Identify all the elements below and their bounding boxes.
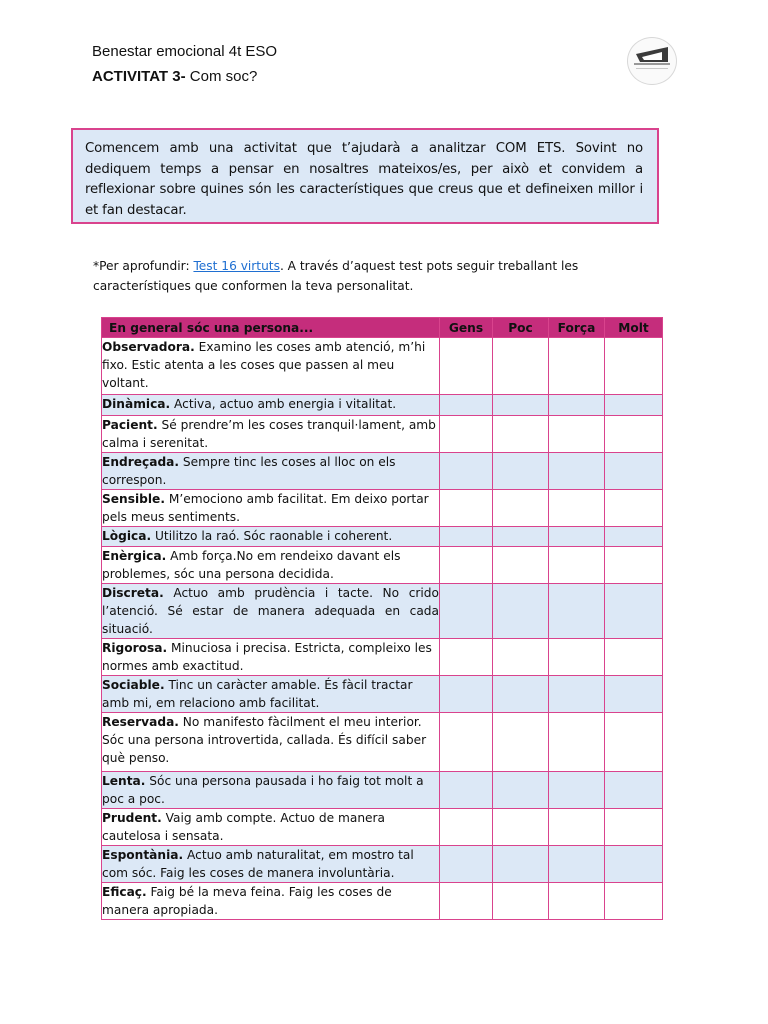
trait-name: Sociable.	[102, 678, 165, 692]
intro-text: Comencem amb una activitat que t’ajudarà a analitzar COM ETS. Sovint no dediquem temps a pensar en nosaltres mateixos/es, per això et convidem a reflexionar sobre quines són les característiques que creus que et defineixen millor i et fan destacar.	[85, 141, 643, 218]
rating-cell-molt[interactable]	[605, 338, 663, 395]
rating-cell-poc[interactable]	[493, 584, 549, 639]
rating-cell-molt[interactable]	[605, 584, 663, 639]
rating-cell-forca[interactable]	[549, 883, 605, 920]
table-row	[102, 883, 663, 920]
activity-label: ACTIVITAT 3-	[92, 68, 186, 85]
rating-cell-gens[interactable]	[440, 527, 493, 547]
trait-text: Actuo amb prudència i tacte. No crido l’atenció. Sé estar de manera adequada en cada situació.	[102, 586, 439, 636]
trait-name: Prudent.	[102, 811, 162, 825]
rating-cell-gens[interactable]	[440, 453, 493, 490]
trait-name: Lenta.	[102, 774, 146, 788]
rating-cell-poc[interactable]	[493, 676, 549, 713]
rating-cell-molt[interactable]	[605, 416, 663, 453]
trait-text: Activa, actuo amb energia i vitalitat.	[170, 397, 397, 411]
table-row	[102, 713, 663, 772]
trait-name: Pacient.	[102, 418, 158, 432]
header-forca: Força	[549, 318, 605, 338]
rating-cell-molt[interactable]	[605, 676, 663, 713]
trait-name: Dinàmica.	[102, 397, 171, 411]
trait-description	[102, 416, 440, 453]
rating-cell-forca[interactable]	[549, 809, 605, 846]
rating-cell-forca[interactable]	[549, 846, 605, 883]
trait-name: Sensible.	[102, 492, 165, 506]
activity-title: Com soc?	[185, 68, 258, 85]
rating-cell-molt[interactable]	[605, 639, 663, 676]
trait-text: Sóc una persona pausada i ho faig tot molt a poc a poc.	[102, 774, 424, 806]
table-row	[102, 416, 663, 453]
trait-text: Faig bé la meva feina. Faig les coses de manera apropiada.	[102, 885, 392, 917]
rating-cell-poc[interactable]	[493, 809, 549, 846]
rating-cell-gens[interactable]	[440, 416, 493, 453]
rating-cell-gens[interactable]	[440, 639, 493, 676]
rating-cell-gens[interactable]	[440, 883, 493, 920]
rating-cell-gens[interactable]	[440, 338, 493, 395]
trait-text: Minuciosa i precisa. Estricta, compleixo les normes amb exactitud.	[102, 641, 432, 673]
trait-description	[102, 713, 440, 772]
trait-name: Rigorosa.	[102, 641, 168, 655]
school-logo-icon	[627, 37, 677, 85]
trait-text: Sempre tinc les coses al lloc on els correspon.	[102, 455, 396, 487]
rating-cell-gens[interactable]	[440, 809, 493, 846]
table-row	[102, 584, 663, 639]
trait-text: No manifesto fàcilment el meu interior. Sóc una persona introvertida, callada. És difícil saber què penso.	[102, 715, 427, 765]
trait-description	[102, 395, 440, 416]
rating-cell-gens[interactable]	[440, 846, 493, 883]
rating-cell-molt[interactable]	[605, 772, 663, 809]
trait-name: Endreçada.	[102, 455, 180, 469]
trait-text: Amb força.No em rendeixo davant els problemes, sóc una persona decidida.	[102, 549, 401, 581]
deepen-paragraph	[93, 256, 653, 296]
trait-description	[102, 490, 440, 527]
table-header-row	[102, 318, 663, 338]
header-gens: Gens	[440, 318, 493, 338]
rating-cell-poc[interactable]	[493, 639, 549, 676]
test-16-virtuts-link[interactable]: Test 16 virtuts	[193, 259, 280, 273]
rating-cell-forca[interactable]	[549, 453, 605, 490]
trait-description	[102, 547, 440, 584]
rating-cell-gens[interactable]	[440, 547, 493, 584]
trait-description	[102, 772, 440, 809]
rating-cell-forca[interactable]	[549, 395, 605, 416]
rating-cell-gens[interactable]	[440, 395, 493, 416]
subject-heading: Benestar emocional 4t ESO	[92, 43, 278, 60]
trait-description	[102, 584, 440, 639]
trait-name: Reservada.	[102, 715, 179, 729]
table-row	[102, 453, 663, 490]
rating-cell-molt[interactable]	[605, 490, 663, 527]
rating-cell-forca[interactable]	[549, 676, 605, 713]
deepen-prefix: *Per aprofundir:	[93, 259, 194, 273]
rating-cell-poc[interactable]	[493, 846, 549, 883]
rating-cell-molt[interactable]	[605, 809, 663, 846]
deepen-suffix: . A través d’aquest test pots seguir treballant les característiques que conformen la teva personalitat.	[93, 259, 579, 293]
table-row	[102, 547, 663, 584]
trait-name: Enèrgica.	[102, 549, 167, 563]
rating-cell-gens[interactable]	[440, 676, 493, 713]
rating-cell-poc[interactable]	[493, 772, 549, 809]
trait-description	[102, 639, 440, 676]
rating-cell-poc[interactable]	[493, 395, 549, 416]
header-persona: En general sóc una persona...	[102, 318, 440, 338]
rating-cell-molt[interactable]	[605, 713, 663, 772]
traits-table	[101, 317, 663, 920]
trait-name: Espontània.	[102, 848, 184, 862]
rating-cell-poc[interactable]	[493, 453, 549, 490]
trait-description	[102, 809, 440, 846]
trait-text: Actuo amb naturalitat, em mostro tal com sóc. Faig les coses de manera involuntària.	[102, 848, 414, 880]
rating-cell-molt[interactable]	[605, 395, 663, 416]
trait-description	[102, 846, 440, 883]
rating-cell-forca[interactable]	[549, 713, 605, 772]
trait-text: Examino les coses amb atenció, m’hi fixo. Estic atenta a les coses que passen al meu voltant.	[102, 340, 426, 390]
header-molt: Molt	[605, 318, 663, 338]
rating-cell-gens[interactable]	[440, 772, 493, 809]
rating-cell-forca[interactable]	[549, 527, 605, 547]
trait-text: Sé prendre’m les coses tranquil·lament, amb calma i serenitat.	[102, 418, 436, 450]
rating-cell-forca[interactable]	[549, 490, 605, 527]
rating-cell-molt[interactable]	[605, 846, 663, 883]
rating-cell-forca[interactable]	[549, 584, 605, 639]
trait-description	[102, 883, 440, 920]
rating-cell-forca[interactable]	[549, 639, 605, 676]
trait-text: Tinc un caràcter amable. És fàcil tractar amb mi, em relaciono amb facilitat.	[102, 678, 413, 710]
rating-cell-molt[interactable]	[605, 883, 663, 920]
trait-text: M’emociono amb facilitat. Em deixo portar pels meus sentiments.	[102, 492, 429, 524]
trait-description	[102, 527, 440, 547]
rating-cell-gens[interactable]	[440, 713, 493, 772]
table-row	[102, 772, 663, 809]
rating-cell-poc[interactable]	[493, 883, 549, 920]
table-row	[102, 527, 663, 547]
trait-description	[102, 453, 440, 490]
rating-cell-molt[interactable]	[605, 453, 663, 490]
intro-box	[71, 128, 659, 224]
trait-name: Eficaç.	[102, 885, 147, 899]
trait-description	[102, 676, 440, 713]
rating-cell-poc[interactable]	[493, 547, 549, 584]
trait-text: Utilitzo la raó. Sóc raonable i coherent.	[151, 529, 393, 543]
table-row	[102, 490, 663, 527]
traits-table-body	[102, 338, 663, 920]
table-row	[102, 395, 663, 416]
rating-cell-poc[interactable]	[493, 338, 549, 395]
table-row	[102, 846, 663, 883]
rating-cell-forca[interactable]	[549, 338, 605, 395]
table-row	[102, 809, 663, 846]
rating-cell-poc[interactable]	[493, 490, 549, 527]
rating-cell-forca[interactable]	[549, 772, 605, 809]
trait-name: Discreta.	[102, 586, 164, 600]
trait-description	[102, 338, 440, 395]
table-row	[102, 676, 663, 713]
table-row	[102, 338, 663, 395]
rating-cell-poc[interactable]	[493, 527, 549, 547]
trait-name: Observadora.	[102, 340, 195, 354]
rating-cell-gens[interactable]	[440, 584, 493, 639]
trait-text: Vaig amb compte. Actuo de manera cautelosa i sensata.	[102, 811, 386, 843]
rating-cell-forca[interactable]	[549, 416, 605, 453]
rating-cell-molt[interactable]	[605, 527, 663, 547]
rating-cell-poc[interactable]	[493, 713, 549, 772]
rating-cell-molt[interactable]	[605, 547, 663, 584]
rating-cell-forca[interactable]	[549, 547, 605, 584]
header-poc: Poc	[493, 318, 549, 338]
rating-cell-poc[interactable]	[493, 416, 549, 453]
table-row	[102, 639, 663, 676]
trait-name: Lògica.	[102, 529, 152, 543]
rating-cell-gens[interactable]	[440, 490, 493, 527]
activity-heading	[92, 68, 257, 85]
